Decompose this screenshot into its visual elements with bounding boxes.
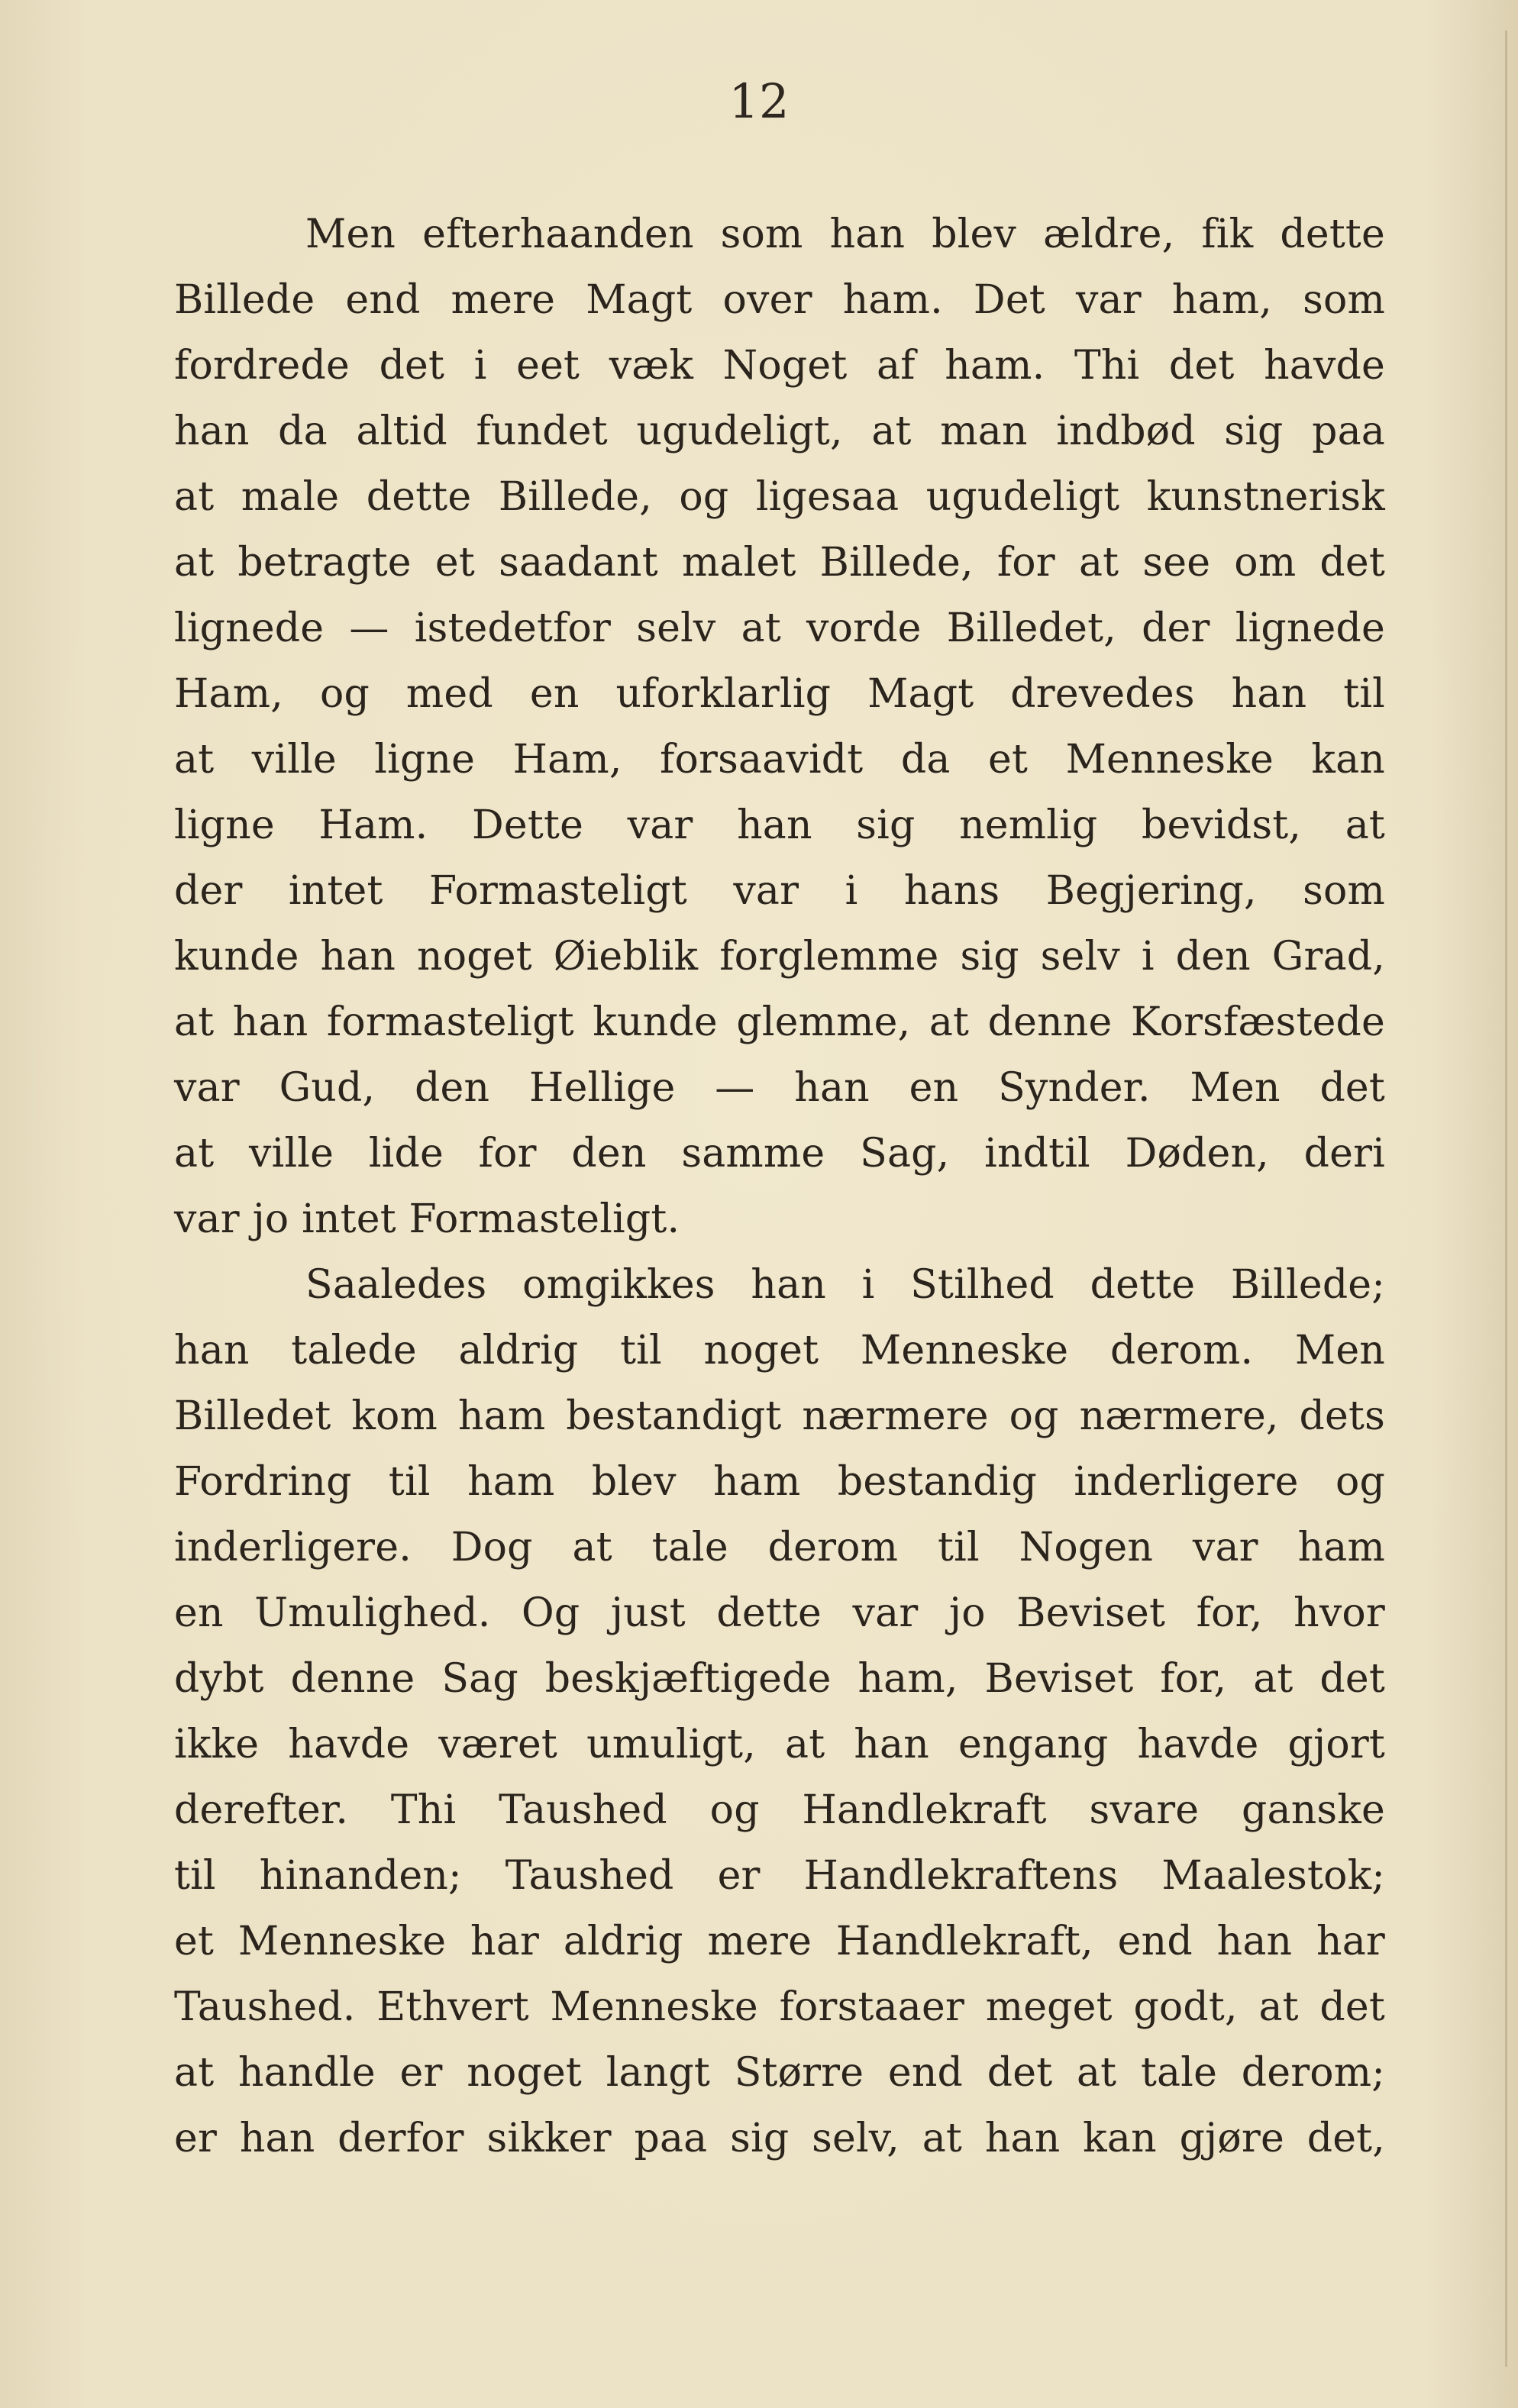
paragraph-2 [174,1252,1385,2171]
text-line: Taushed. Ethvert Menneske forstaaer meget godt, at det [174,1984,1385,2030]
text-line: et Menneske har aldrig mere Handlekraft, end han har [174,1919,1385,1964]
text-line: at betragte et saadant malet Billede, for at see om det [174,540,1385,586]
body-text [174,202,1385,2171]
text-line: der intet Formasteligt var i hans Begjering, som [174,868,1385,914]
text-line: inderligere. Dog at tale derom til Nogen var ham [174,1525,1385,1570]
page-number: 12 [728,73,790,129]
text-line: Fordring til ham blev ham bestandig inderligere og [174,1459,1385,1505]
text-line: fordrede det i eet væk Noget af ham. Thi det havde [174,343,1385,389]
text-line: ikke havde været umuligt, at han engang havde gjort [174,1722,1385,1767]
text-line: Billedet kom ham bestandigt nærmere og nærmere, dets [174,1393,1385,1439]
text-line: Billede end mere Magt over ham. Det var ham, som [174,277,1385,323]
text-line: til hinanden; Taushed er Handlekraftens Maalestok; [174,1853,1385,1899]
text-line: dybt denne Sag beskjæftigede ham, Beviset for, at det [174,1656,1385,1702]
text-line: ligne Ham. Dette var han sig nemlig bevidst, at [174,802,1385,848]
paragraph-1 [174,202,1385,1252]
text-line: lignede — istedetfor selv at vorde Billedet, der lignede [174,605,1385,651]
text-line: derefter. Thi Taushed og Handlekraft svare ganske [174,1787,1385,1833]
text-line: Saaledes omgikkes han i Stilhed dette Billede; [305,1262,1385,1308]
page-edge-shadow [1505,31,1507,2367]
text-line: han da altid fundet ugudeligt, at man indbød sig paa [174,408,1385,454]
text-line: at handle er noget langt Større end det at tale derom; [174,2050,1385,2096]
text-line: han talede aldrig til noget Menneske derom. Men [174,1328,1385,1373]
text-line: en Umulighed. Og just dette var jo Beviset for, hvor [174,1590,1385,1636]
text-line: at han formasteligt kunde glemme, at denne Korsfæstede [174,999,1385,1045]
text-line: var Gud, den Hellige — han en Synder. Men det [174,1065,1385,1111]
text-line: Men efterhaanden som han blev ældre, fik dette [305,211,1385,257]
text-line: er han derfor sikker paa sig selv, at han kan gjøre det, [174,2116,1385,2161]
text-line: var jo intet Formasteligt. [174,1196,680,1242]
text-line: at ville ligne Ham, forsaavidt da et Menneske kan [174,737,1385,783]
text-line: at ville lide for den samme Sag, indtil Døden, deri [174,1131,1385,1177]
text-line: at male dette Billede, og ligesaa ugudeligt kunstnerisk [174,474,1385,520]
text-line: kunde han noget Øieblik forglemme sig selv i den Grad, [174,934,1385,980]
text-line: Ham, og med en uforklarlig Magt drevedes han til [174,671,1385,717]
